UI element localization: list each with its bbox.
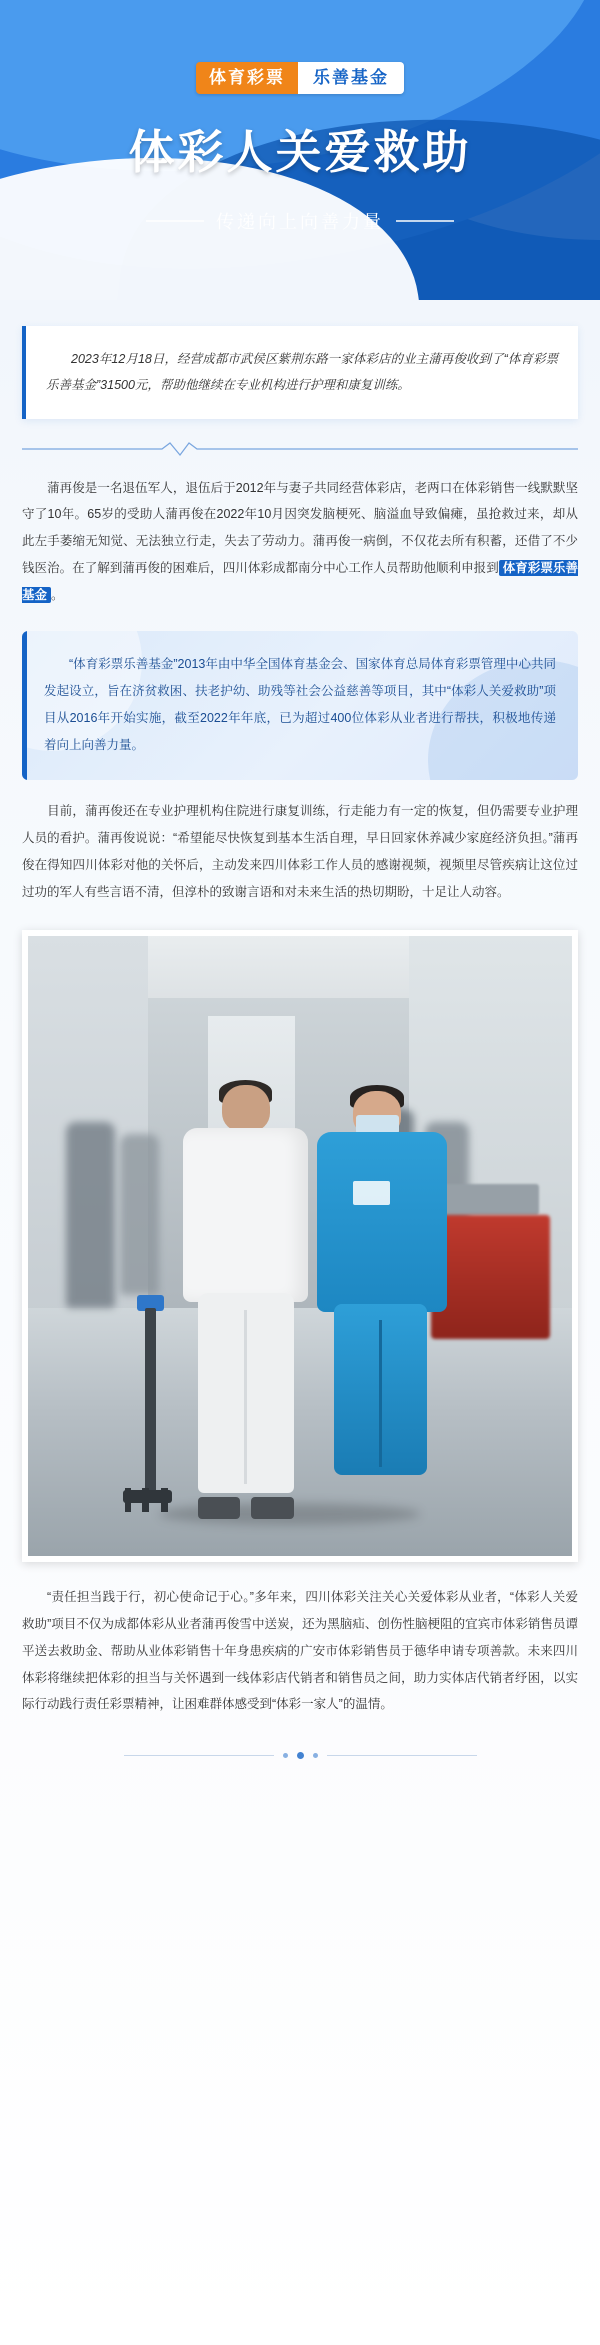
photo-patient-shoe-left [198,1497,240,1519]
photo-cane-foot-1 [125,1488,132,1513]
header-badge [196,62,404,94]
callout-text: “体育彩票乐善基金”2013年由中华全国体育基金会、国家体育总局体育彩票管理中心共同发起设立，旨在济贫救困、扶老护幼、助残等社会公益慈善等项目，其中“体彩人关爱救助”项目从2016年开始实施，截至2022年年底，已为超过400位体彩从业者进行帮扶，积极地传递着向上向善力量。 [44,656,556,752]
fund-info-callout [22,631,578,781]
photo-frame [22,930,578,1562]
photo-background-person-2 [120,1134,158,1295]
article-header [0,0,600,300]
paragraph-3 [22,1584,578,1718]
paragraph-1-text-a: 蒲再俊是一名退伍军人，退伍后于2012年与妻子共同经营体彩店，老两口在体彩销售一线默默坚守了10年。65岁的受助人蒲再俊在2022年10月因突发脑梗死、脑溢血导致偏瘫，虽抢救过来，却从此左手萎缩无知觉、无法独立行走，失去了劳动力。蒲再俊一病倒，不仅花去所有积蓄，还借了不少钱医治。在了解到蒲再俊的困难后，四川体彩成都南分中心工作人员帮助他顺利申报到 [22,480,578,576]
lead-section [22,326,578,419]
rehabilitation-photo [28,936,572,1556]
subtitle-divider-right [396,220,454,222]
photo-nurse-uniform [317,1132,447,1312]
photo-patient [175,1085,316,1519]
photo-nurse-leg-split [379,1320,383,1467]
header-subtitle-row [0,208,600,234]
article-body [22,475,578,906]
photo-patient-leg-split [244,1310,247,1484]
photo-walking-cane [145,1308,156,1494]
callout-body [44,651,556,759]
paragraph-1-text-b: 。 [51,588,64,602]
end-ornament [0,1752,600,1759]
header-content [0,0,600,234]
photo-cane-foot-3 [161,1488,168,1513]
page-title: 体彩人关爱救助 [128,126,472,178]
photo-patient-shoe-right [251,1497,293,1519]
end-line-left [124,1755,274,1756]
end-line-right [327,1755,477,1756]
photo-patient-body [183,1128,307,1302]
end-dot-3 [313,1753,318,1758]
subtitle-divider-left [146,220,204,222]
photo-background-person-1 [66,1122,115,1308]
photo-cane-foot-2 [142,1488,149,1513]
fund-name-highlight: 体育彩票乐善基金 [22,561,578,602]
wave-separator [22,441,578,457]
end-dot-1 [283,1753,288,1758]
paragraph-2 [22,798,578,906]
end-dot-2 [297,1752,304,1759]
page-subtitle: 传递向上向善力量 [216,212,384,232]
badge-fund-label: 乐善基金 [298,62,404,94]
paragraph-1 [22,475,578,609]
photo-nurse [311,1091,452,1500]
callout-ribbon [22,631,27,781]
photo-nurse-uniform-logo [353,1181,390,1206]
article-footer [22,1584,578,1718]
paragraph-2-text: 目前，蒲再俊还在专业护理机构住院进行康复训练，行走能力有一定的恢复，但仍需要专业护理人员的看护。蒲再俊说说：“希望能尽快恢复到基本生活自理，早日回家休养减少家庭经济负担。”蒲再俊在得知四川体彩对他的关怀后，主动发来四川体彩工作人员的感谢视频，视频里尽管疾病让这位过过功的军人有些言语不清，但淳朴的致谢言语和对未来生活的热切期盼，十足让人动容。 [22,804,578,899]
lead-paragraph-card [22,326,578,419]
lead-paragraph: 2023年12月18日，经营成都市武侯区紫荆东路一家体彩店的业主蒲再俊收到了“体育彩票乐善基金”31500元，帮助他继续在专业机构进行护理和康复训练。 [46,352,558,393]
badge-lottery-label: 体育彩票 [196,62,298,94]
paragraph-3-text: “责任担当践于行，初心使命记于心。”多年来，四川体彩关注关心关爱体彩从业者，“体彩人关爱救助”项目不仅为成都体彩从业者蒲再俊雪中送炭，还为黑脑疝、创伤性脑梗阻的宜宾市体彩销售员谭平送去救助金、帮助从业体彩销售十年身患疾病的广安市体彩销售员于德华申请专项善款。未来四川体彩将继续把体彩的担当与关怀遇到一线体彩店代销者和销售员之间，助力实体店代销者纾困，以实际行动践行责任彩票精神，让困难群体感受到“体彩一家人”的温情。 [22,1589,578,1712]
photo-patient-head [222,1085,270,1133]
